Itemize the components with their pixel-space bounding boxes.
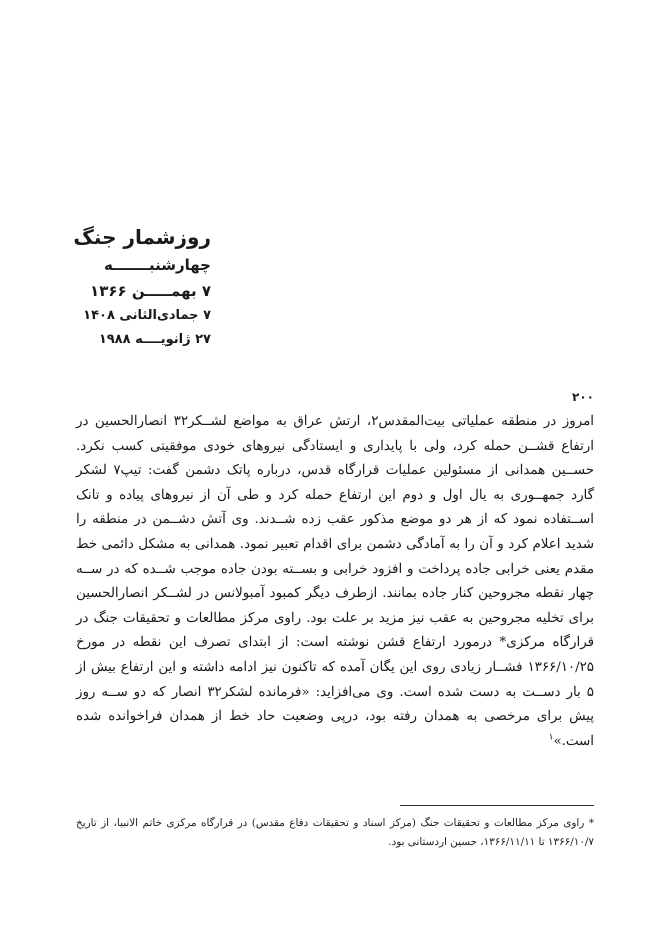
solar-date: ۷ بهمـــــن ۱۳۶۶ <box>90 282 211 300</box>
date-header <box>31 222 211 352</box>
footnote-divider <box>400 805 594 806</box>
body-text-content: امروز در منطقه عملیاتی بیت‌المقدس۲، ارتش عراق به مواضع لشــکر۳۲ انصارالحسین در ارتفاع قشــن حمله کرد، ولی با پایداری و ایستادگی نیروهای خودی موفقیتی کسب نکرد. حســین همدانی از مسئولین عملیات قرارگاه قدس، درباره پاتک دشمن گفت: تیپ۷ لشکر گارد جمهــوری به یال اول و دوم این ارتفاع حمله کرد و طی آن از نیروهای پیاده و تانک اســتفاده نمود که از هر دو موضع مذکور عقب زده شــدند. وی آتش دشــمن در منطقه را شدید اعلام کرد و آن را به آمادگی دشمن برای اقدام تعبیر نمود. همدانی به مشکل دائمی خط مقدم یعنی خرابی جاده پرداخت و افزود خرابی و بســته بودن جاده موجب شــده که در ســه چهار نقطه مجروحین کنار جاده بمانند. ازطرف دیگر کمبود آمبولانس در لشــکر انصارالحسین برای تخلیه مجروحین به عقب نیز مزید بر علت بود. راوی مرکز مطالعات و تحقیقات جنگ در قرارگاه مرکزی* درمورد ارتفاع قشن نوشته است: از ابتدای تصرف این نقطه در مورخ ۱۳۶۶/۱۰/۲۵ فشــار زیادی روی این یگان آمده که تاکنون نیز ادامه داشته و این ارتفاع بیش از ۵ بار دســت به دست شده است. وی می‌افزاید: «فرمانده لشکر۳۲ انصار که دو ســه روز پیش برای مرخصی به همدان رفته بود، درپی وضعیت حاد خط از همدان فراخوانده شده است.» <box>76 414 594 749</box>
page-title: روزشمار جنگ <box>73 225 211 249</box>
lunar-date: ۷ جمادی‌الثانی ۱۴۰۸ <box>83 308 211 323</box>
footnote-text: * راوی مرکز مطالعات و تحقیقات جنگ (مرکز اسناد و تحقیقات دفاع مقدس) در قرارگاه مرکزی خاتم الانبیا، از تاریخ ۱۳۶۶/۱۰/۷ تا ۱۳۶۶/۱۱/۱۱، حسین اردستانی بود. <box>76 817 594 848</box>
body-paragraph <box>76 410 594 754</box>
page-number: ۲۰۰ <box>572 390 594 404</box>
gregorian-date: ۲۷ ژانویــــه ۱۹۸۸ <box>98 332 211 347</box>
footnote-reference: ۱ <box>548 732 554 743</box>
weekday-label: چهارشنبـــــــه <box>104 256 211 274</box>
